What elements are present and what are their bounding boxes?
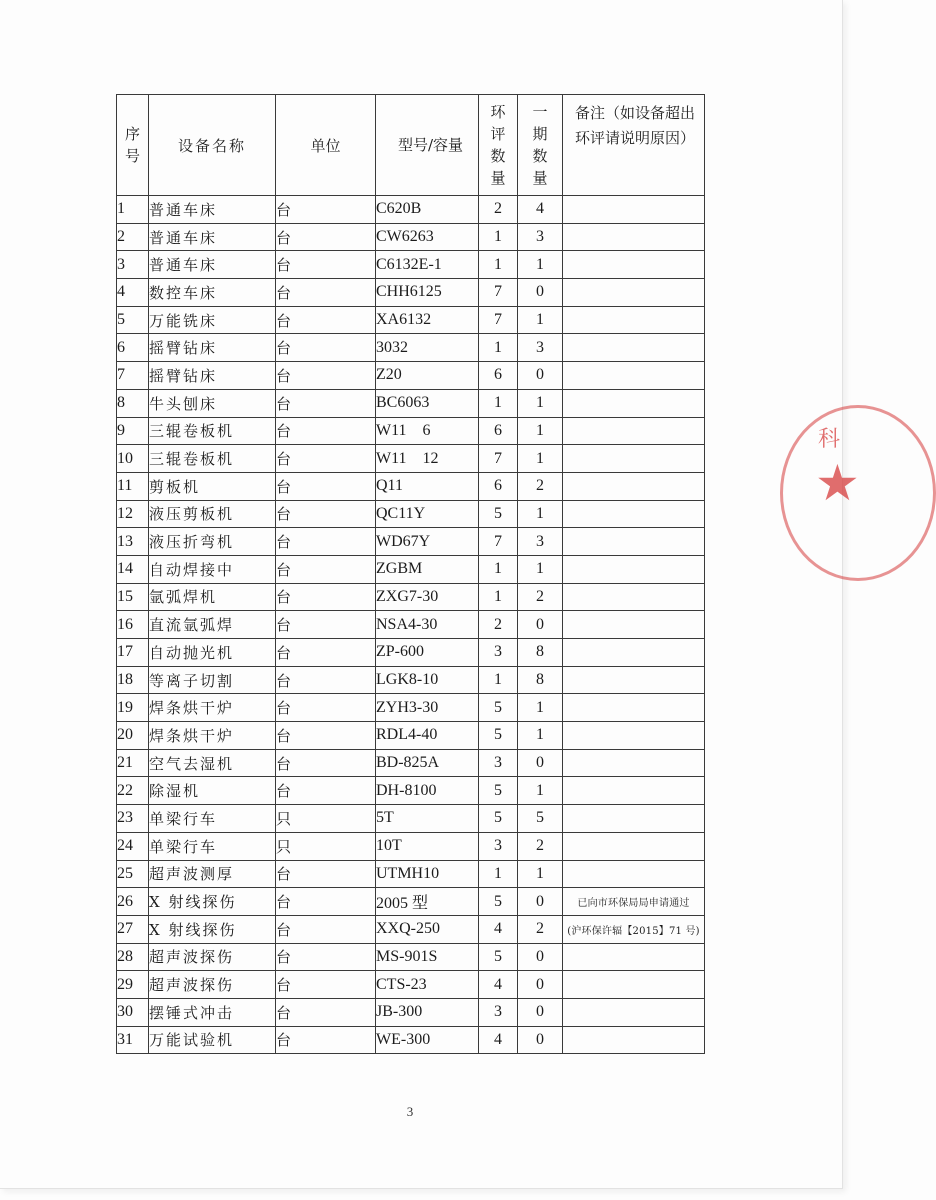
cell-eia-quantity: 5 <box>479 722 518 750</box>
cell-unit: 台 <box>276 639 376 667</box>
cell-note <box>563 694 705 722</box>
cell-model: QC11Y <box>376 500 479 528</box>
cell-no: 14 <box>117 555 149 583</box>
cell-phase1-quantity: 1 <box>518 445 563 473</box>
cell-note <box>563 334 705 362</box>
h-p1-text: 一 期 数 量 <box>532 103 548 187</box>
cell-model: ZYH3-30 <box>376 694 479 722</box>
cell-no: 10 <box>117 445 149 473</box>
table-row <box>117 528 705 556</box>
cell-eia-quantity: 5 <box>479 500 518 528</box>
cell-phase1-quantity: 1 <box>518 777 563 805</box>
cell-eia-quantity: 2 <box>479 196 518 224</box>
cell-model: 3032 <box>376 334 479 362</box>
cell-eia-quantity: 6 <box>479 362 518 390</box>
cell-name: 剪板机 <box>149 472 276 500</box>
cell-model: ZXG7-30 <box>376 583 479 611</box>
cell-no: 30 <box>117 998 149 1026</box>
cell-eia-quantity: 7 <box>479 445 518 473</box>
cell-eia-quantity: 7 <box>479 306 518 334</box>
table-row <box>117 472 705 500</box>
cell-eia-quantity: 1 <box>479 666 518 694</box>
cell-eia-quantity: 1 <box>479 251 518 279</box>
cell-unit: 台 <box>276 362 376 390</box>
cell-no: 2 <box>117 223 149 251</box>
cell-note <box>563 306 705 334</box>
cell-name: 单梁行车 <box>149 805 276 833</box>
cell-model: W11 6 <box>376 417 479 445</box>
header-unit: 单位 <box>276 95 376 196</box>
cell-name: 摆锤式冲击 <box>149 998 276 1026</box>
cell-phase1-quantity: 0 <box>518 1026 563 1054</box>
cell-note <box>563 472 705 500</box>
cell-note <box>563 666 705 694</box>
seal-star-icon: ★ <box>815 454 860 512</box>
header-eia-quantity <box>479 95 518 196</box>
cell-name: 普通车床 <box>149 223 276 251</box>
cell-model: XA6132 <box>376 306 479 334</box>
cell-model: ZP-600 <box>376 639 479 667</box>
cell-note <box>563 832 705 860</box>
h-no-text: 序 号 <box>124 125 140 165</box>
cell-model: DH-8100 <box>376 777 479 805</box>
table-row <box>117 306 705 334</box>
cell-note <box>563 777 705 805</box>
cell-phase1-quantity: 2 <box>518 472 563 500</box>
header-name: 设备名称 <box>149 95 276 196</box>
table-row <box>117 915 705 943</box>
cell-phase1-quantity: 2 <box>518 583 563 611</box>
cell-note <box>563 196 705 224</box>
cell-eia-quantity: 6 <box>479 417 518 445</box>
cell-model: 2005 型 <box>376 888 479 916</box>
cell-phase1-quantity: 0 <box>518 362 563 390</box>
cell-note <box>563 528 705 556</box>
table-row <box>117 279 705 307</box>
cell-phase1-quantity: 0 <box>518 749 563 777</box>
cell-name: 直流氩弧焊 <box>149 611 276 639</box>
cell-unit: 台 <box>276 500 376 528</box>
cell-unit: 台 <box>276 196 376 224</box>
table-row <box>117 971 705 999</box>
cell-phase1-quantity: 0 <box>518 888 563 916</box>
cell-unit: 台 <box>276 998 376 1026</box>
cell-no: 8 <box>117 389 149 417</box>
cell-model: MS-901S <box>376 943 479 971</box>
cell-eia-quantity: 1 <box>479 860 518 888</box>
cell-no: 3 <box>117 251 149 279</box>
cell-unit: 台 <box>276 583 376 611</box>
cell-name: 单梁行车 <box>149 832 276 860</box>
cell-name: 超声波探伤 <box>149 943 276 971</box>
cell-name: 超声波探伤 <box>149 971 276 999</box>
cell-note <box>563 611 705 639</box>
cell-unit: 台 <box>276 417 376 445</box>
table-row <box>117 334 705 362</box>
header-phase1-quantity <box>518 95 563 196</box>
cell-phase1-quantity: 1 <box>518 306 563 334</box>
cell-unit: 台 <box>276 334 376 362</box>
header-note: 备注（如设备超出环评请说明原因） <box>563 95 705 196</box>
table-row <box>117 389 705 417</box>
cell-note <box>563 251 705 279</box>
cell-note <box>563 998 705 1026</box>
cell-no: 11 <box>117 472 149 500</box>
cell-name: 除湿机 <box>149 777 276 805</box>
cell-no: 29 <box>117 971 149 999</box>
cell-model: XXQ-250 <box>376 915 479 943</box>
cell-no: 13 <box>117 528 149 556</box>
cell-phase1-quantity: 2 <box>518 832 563 860</box>
cell-note <box>563 583 705 611</box>
cell-unit: 台 <box>276 860 376 888</box>
table-row <box>117 777 705 805</box>
cell-phase1-quantity: 1 <box>518 555 563 583</box>
cell-phase1-quantity: 1 <box>518 722 563 750</box>
cell-note <box>563 500 705 528</box>
cell-note <box>563 279 705 307</box>
cell-unit: 台 <box>276 666 376 694</box>
table-row <box>117 196 705 224</box>
cell-no: 1 <box>117 196 149 224</box>
cell-no: 12 <box>117 500 149 528</box>
cell-phase1-quantity: 1 <box>518 417 563 445</box>
cell-unit: 台 <box>276 777 376 805</box>
page-number: 3 <box>406 1104 414 1119</box>
cell-unit: 台 <box>276 1026 376 1054</box>
cell-note <box>563 860 705 888</box>
cell-unit: 台 <box>276 251 376 279</box>
cell-no: 5 <box>117 306 149 334</box>
table-row <box>117 445 705 473</box>
cell-eia-quantity: 5 <box>479 694 518 722</box>
cell-name: 自动抛光机 <box>149 639 276 667</box>
cell-note <box>563 749 705 777</box>
cell-name: 摇臂钻床 <box>149 334 276 362</box>
cell-model: NSA4-30 <box>376 611 479 639</box>
cell-eia-quantity: 1 <box>479 334 518 362</box>
cell-no: 23 <box>117 805 149 833</box>
cell-model: WE-300 <box>376 1026 479 1054</box>
seal-character: 科 <box>818 427 841 452</box>
cell-no: 26 <box>117 888 149 916</box>
cell-unit: 台 <box>276 749 376 777</box>
table-row <box>117 1026 705 1054</box>
cell-no: 21 <box>117 749 149 777</box>
table-row <box>117 998 705 1026</box>
cell-model: ZGBM <box>376 555 479 583</box>
header-row <box>117 95 705 196</box>
cell-unit: 台 <box>276 971 376 999</box>
cell-phase1-quantity: 4 <box>518 196 563 224</box>
cell-name: X 射线探伤 <box>149 915 276 943</box>
cell-name: 焊条烘干炉 <box>149 694 276 722</box>
cell-no: 9 <box>117 417 149 445</box>
cell-phase1-quantity: 1 <box>518 389 563 417</box>
h-eia-text: 环 评 数 量 <box>490 103 506 187</box>
cell-phase1-quantity: 0 <box>518 971 563 999</box>
cell-name: 普通车床 <box>149 196 276 224</box>
equipment-table <box>116 94 705 1054</box>
cell-unit: 台 <box>276 306 376 334</box>
cell-note <box>563 445 705 473</box>
cell-name: 数控车床 <box>149 279 276 307</box>
cell-eia-quantity: 3 <box>479 749 518 777</box>
cell-name: 超声波测厚 <box>149 860 276 888</box>
cell-note <box>563 362 705 390</box>
table-row <box>117 694 705 722</box>
cell-name: X 射线探伤 <box>149 888 276 916</box>
cell-phase1-quantity: 3 <box>518 223 563 251</box>
cell-unit: 台 <box>276 472 376 500</box>
cell-no: 6 <box>117 334 149 362</box>
cell-eia-quantity: 1 <box>479 389 518 417</box>
cell-model: JB-300 <box>376 998 479 1026</box>
cell-model: Q11 <box>376 472 479 500</box>
cell-model: BD-825A <box>376 749 479 777</box>
cell-unit: 台 <box>276 279 376 307</box>
cell-eia-quantity: 5 <box>479 888 518 916</box>
cell-no: 25 <box>117 860 149 888</box>
cell-unit: 台 <box>276 555 376 583</box>
cell-no: 18 <box>117 666 149 694</box>
cell-note <box>563 805 705 833</box>
cell-eia-quantity: 5 <box>479 805 518 833</box>
cell-unit: 只 <box>276 832 376 860</box>
table-row <box>117 749 705 777</box>
cell-name: 空气去湿机 <box>149 749 276 777</box>
cell-phase1-quantity: 1 <box>518 694 563 722</box>
table-row <box>117 611 705 639</box>
cell-eia-quantity: 4 <box>479 971 518 999</box>
cell-name: 液压剪板机 <box>149 500 276 528</box>
header-no <box>117 95 149 196</box>
cell-no: 31 <box>117 1026 149 1054</box>
cell-phase1-quantity: 0 <box>518 279 563 307</box>
cell-eia-quantity: 3 <box>479 832 518 860</box>
cell-unit: 台 <box>276 943 376 971</box>
cell-name: 焊条烘干炉 <box>149 722 276 750</box>
cell-no: 24 <box>117 832 149 860</box>
cell-eia-quantity: 1 <box>479 223 518 251</box>
table-row <box>117 666 705 694</box>
cell-name: 三辊卷板机 <box>149 417 276 445</box>
cell-eia-quantity: 3 <box>479 639 518 667</box>
cell-note <box>563 722 705 750</box>
table-row <box>117 500 705 528</box>
cell-name: 万能试验机 <box>149 1026 276 1054</box>
header-model: 型号/容量 <box>376 95 479 196</box>
cell-phase1-quantity: 3 <box>518 334 563 362</box>
cell-model: LGK8-10 <box>376 666 479 694</box>
cell-no: 22 <box>117 777 149 805</box>
cell-note: (沪环保许辐【2015】71 号) <box>563 915 705 943</box>
cell-eia-quantity: 6 <box>479 472 518 500</box>
cell-unit: 台 <box>276 694 376 722</box>
cell-note <box>563 639 705 667</box>
table-row <box>117 583 705 611</box>
cell-eia-quantity: 4 <box>479 915 518 943</box>
table-row <box>117 362 705 390</box>
cell-note <box>563 1026 705 1054</box>
cell-phase1-quantity: 5 <box>518 805 563 833</box>
cell-model: C6132E-1 <box>376 251 479 279</box>
table-row <box>117 251 705 279</box>
cell-model: RDL4-40 <box>376 722 479 750</box>
cell-unit: 台 <box>276 528 376 556</box>
cell-model: 5T <box>376 805 479 833</box>
table-row <box>117 888 705 916</box>
cell-no: 28 <box>117 943 149 971</box>
cell-model: BC6063 <box>376 389 479 417</box>
table-row <box>117 555 705 583</box>
cell-unit: 台 <box>276 445 376 473</box>
cell-eia-quantity: 1 <box>479 583 518 611</box>
cell-eia-quantity: 7 <box>479 279 518 307</box>
cell-name: 自动焊接中 <box>149 555 276 583</box>
cell-phase1-quantity: 1 <box>518 251 563 279</box>
cell-eia-quantity: 5 <box>479 943 518 971</box>
cell-unit: 台 <box>276 915 376 943</box>
cell-name: 氩弧焊机 <box>149 583 276 611</box>
cell-note <box>563 555 705 583</box>
table-row <box>117 223 705 251</box>
cell-unit: 台 <box>276 611 376 639</box>
cell-note <box>563 417 705 445</box>
cell-model: CW6263 <box>376 223 479 251</box>
table-row <box>117 943 705 971</box>
cell-name: 液压折弯机 <box>149 528 276 556</box>
cell-unit: 台 <box>276 389 376 417</box>
cell-phase1-quantity: 3 <box>518 528 563 556</box>
cell-eia-quantity: 5 <box>479 777 518 805</box>
cell-unit: 台 <box>276 888 376 916</box>
cell-name: 普通车床 <box>149 251 276 279</box>
cell-eia-quantity: 3 <box>479 998 518 1026</box>
cell-phase1-quantity: 1 <box>518 860 563 888</box>
cell-model: 10T <box>376 832 479 860</box>
table-row <box>117 417 705 445</box>
cell-name: 等离子切割 <box>149 666 276 694</box>
cell-model: UTMH10 <box>376 860 479 888</box>
cell-name: 摇臂钻床 <box>149 362 276 390</box>
cell-phase1-quantity: 0 <box>518 611 563 639</box>
cell-no: 4 <box>117 279 149 307</box>
cell-phase1-quantity: 0 <box>518 998 563 1026</box>
cell-no: 16 <box>117 611 149 639</box>
cell-eia-quantity: 4 <box>479 1026 518 1054</box>
cell-unit: 台 <box>276 223 376 251</box>
cell-model: C620B <box>376 196 479 224</box>
table-row <box>117 639 705 667</box>
cell-phase1-quantity: 1 <box>518 500 563 528</box>
cell-no: 27 <box>117 915 149 943</box>
cell-name: 牛头刨床 <box>149 389 276 417</box>
cell-phase1-quantity: 8 <box>518 666 563 694</box>
cell-no: 7 <box>117 362 149 390</box>
cell-model: W11 12 <box>376 445 479 473</box>
table-row <box>117 860 705 888</box>
cell-no: 20 <box>117 722 149 750</box>
cell-model: WD67Y <box>376 528 479 556</box>
cell-phase1-quantity: 2 <box>518 915 563 943</box>
cell-name: 万能铣床 <box>149 306 276 334</box>
cell-note <box>563 223 705 251</box>
cell-model: Z20 <box>376 362 479 390</box>
cell-no: 15 <box>117 583 149 611</box>
table-row <box>117 832 705 860</box>
cell-note: 已向市环保局局申请通过 <box>563 888 705 916</box>
cell-eia-quantity: 2 <box>479 611 518 639</box>
cell-eia-quantity: 1 <box>479 555 518 583</box>
table-row <box>117 722 705 750</box>
cell-note <box>563 943 705 971</box>
cell-model: CTS-23 <box>376 971 479 999</box>
cell-note <box>563 971 705 999</box>
table-row <box>117 805 705 833</box>
cell-no: 19 <box>117 694 149 722</box>
cell-no: 17 <box>117 639 149 667</box>
cell-unit: 只 <box>276 805 376 833</box>
cell-note <box>563 389 705 417</box>
cell-eia-quantity: 7 <box>479 528 518 556</box>
cell-phase1-quantity: 0 <box>518 943 563 971</box>
cell-unit: 台 <box>276 722 376 750</box>
cell-model: CHH6125 <box>376 279 479 307</box>
cell-name: 三辊卷板机 <box>149 445 276 473</box>
cell-phase1-quantity: 8 <box>518 639 563 667</box>
